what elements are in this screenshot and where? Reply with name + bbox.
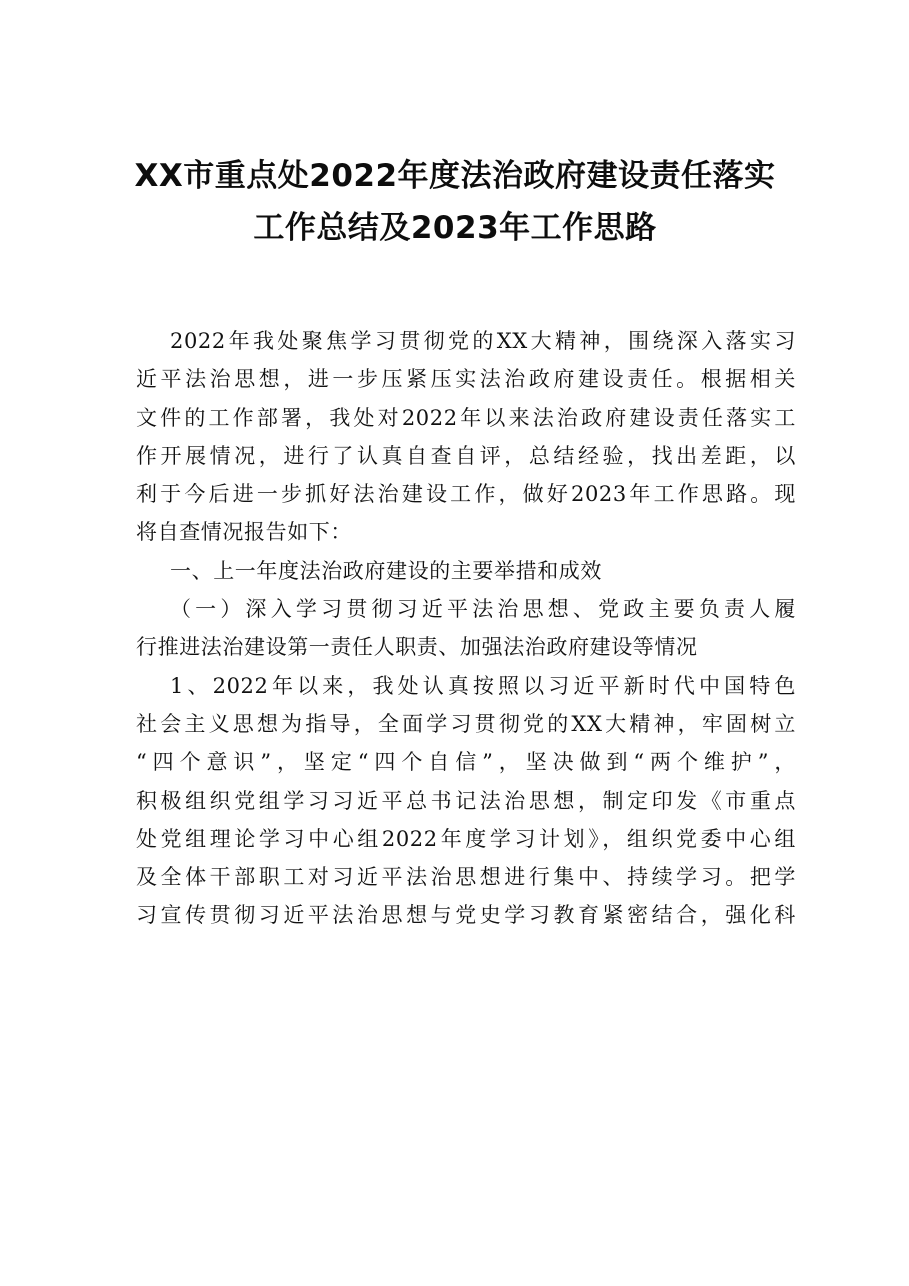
subsection-heading-line: （一）深入学习贯彻习近平法治思想、党政主要负责人履 [170, 597, 796, 622]
title-line-2: 工作总结及2023年工作思路 [253, 210, 657, 246]
item-paragraph-line: 习宣传贯彻习近平法治思想与党史学习教育紧密结合，强化科 [136, 903, 796, 928]
paragraph-intro-line: 利于今后进一步抓好法治建设工作，做好2023年工作思路。现 [136, 482, 796, 507]
item-paragraph-line: 积极组织党组学习习近平总书记法治思想，制定印发《市重点 [136, 788, 796, 813]
document-title [110, 150, 800, 254]
paragraph-intro-line: 将自查情况报告如下： [136, 520, 352, 545]
paragraph-intro-line: 2022年我处聚焦学习贯彻党的XX大精神，围绕深入落实习 [170, 329, 796, 353]
paragraph-intro-line: 作开展情况，进行了认真自查自评，总结经验，找出差距，以 [136, 443, 796, 468]
item-paragraph-line: 及全体干部职工对习近平法治思想进行集中、持续学习。把学 [136, 865, 796, 890]
paragraph-intro-line: 近平法治思想，进一步压紧压实法治政府建设责任。根据相关 [136, 367, 796, 392]
document-body [136, 322, 796, 935]
item-paragraph-line: 社会主义思想为指导，全面学习贯彻党的XX大精神，牢固树立 [136, 711, 796, 736]
item-paragraph-line: 1、2022年以来，我处认真按照以习近平新时代中国特色 [170, 673, 796, 698]
paragraph-intro-line: 文件的工作部署，我处对2022年以来法治政府建设责任落实工 [136, 405, 796, 430]
title-line-1: XX市重点处2022年度法治政府建设责任落实 [134, 158, 776, 194]
item-paragraph-line: “四个意识”，坚定“四个自信”，坚决做到“两个维护”， [136, 750, 796, 775]
subsection-heading-line: 行推进法治建设第一责任人职责、加强法治政府建设等情况 [136, 635, 698, 660]
item-paragraph-line: 处党组理论学习中心组2022年度学习计划》，组织党委中心组 [136, 826, 796, 851]
section-heading: 一、上一年度法治政府建设的主要举措和成效 [170, 558, 602, 583]
